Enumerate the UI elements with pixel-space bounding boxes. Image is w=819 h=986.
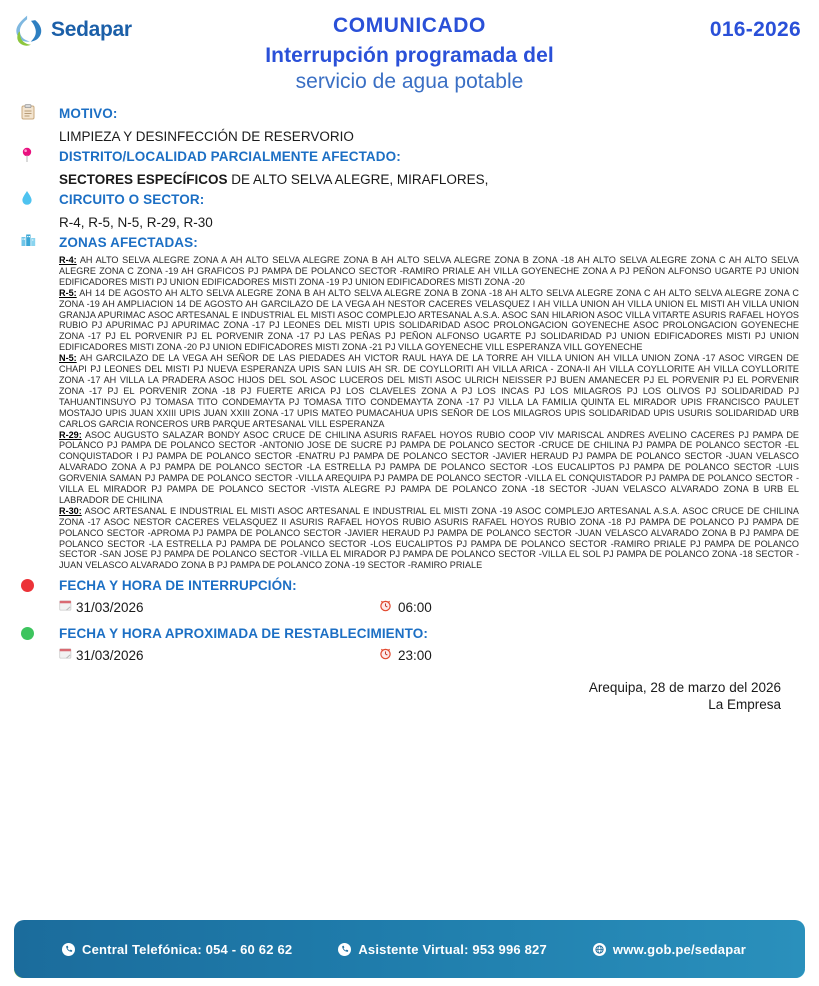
red-dot-icon	[16, 576, 59, 596]
value-distrito-bold: SECTORES ESPECÍFICOS	[59, 172, 228, 187]
clipboard-icon	[16, 104, 59, 126]
document-header	[0, 0, 819, 104]
phone-icon	[338, 943, 351, 956]
zona-code: R-29:	[59, 429, 82, 440]
document-body	[0, 104, 819, 713]
interrupcion-date-group	[59, 597, 379, 619]
phone-icon	[62, 943, 75, 956]
map-pin-icon	[16, 147, 59, 169]
label-motivo: MOTIVO:	[59, 106, 118, 121]
restablecimiento-datetime	[16, 645, 803, 667]
zona-code: N-5:	[59, 353, 77, 364]
footer-virtual-assistant	[338, 942, 547, 957]
footer-phone-text: Central Telefónica: 054 - 60 62 62	[82, 941, 293, 957]
value-distrito	[16, 170, 803, 190]
zona-text: ASOC AUGUSTO SALAZAR BONDY ASOC CRUCE DE CHILINA ASURIS RAFAEL HOYOS RUBIO COOP VIV MARISCAL ANDRES AVELINO CACERES PJ PAMPA DE POLANCO PJ PAMPA DE POLANCO SECTOR -ANTONIO JOSE DE SUCRE PJ PAMPA DE POLANCO SECTOR -CRUCE DE CHILINA PJ PAMPA DE POLANCO SECTOR -EL CONQUISTADOR I PJ PAMPA DE POLANCO SECTOR -ENATRU PJ PAMPA DE POLANCO SECTOR -JAVIER HERAUD PJ PAMPA DE POLANCO SECTOR -JUAN VELASCO ALVARADO ZONA A PJ PAMPA DE POLANCO SECTOR -LA ESTRELLA PJ PAMPA DE POLANCO SECTOR -LOS EUCALIPTOS PJ PAMPA DE POLANCO SECTOR -LUIS GORVENIA SAMAN PJ PAMPA DE POLANCO SECTOR -VILLA AREQUIPA PJ PAMPA DE POLANCO SECTOR -VILLA EL CONQUISTADOR PJ PAMPA DE POLANCO SECTOR -VILLA EL MIRADOR PJ PAMPA DE POLANCO SECTOR -VISTA ALEGRE PJ PAMPA DE POLANCO ZONA -18 SECTOR -JUAN VELASCO ALVARADO ZONA B URB EL LABRADOR DE CHILINA	[59, 429, 799, 505]
footer-phone	[62, 942, 292, 957]
restablecimiento-time: 23:00	[398, 648, 432, 664]
comunicado-number: 016-2026	[709, 18, 801, 41]
restablecimiento-date-group	[59, 645, 379, 667]
label-zonas: ZONAS AFECTADAS:	[59, 235, 198, 250]
zona-item	[59, 353, 799, 429]
zona-text: AH ALTO SELVA ALEGRE ZONA A AH ALTO SELVA ALEGRE ZONA B AH ALTO SELVA ALEGRE ZONA B ZONA -18 AH ALTO SELVA ALEGRE ZONA C AH ALTO SELVA ALEGRE ZONA C ZONA -19 AH GRAFICOS PJ PAMPA DE POLANCO SECTOR -RAMIRO PRIALE AH VILLA GOYENECHE ZONA A PJ PEÑON ALFONSO UGARTE PJ UNION EDIFICADORES MISTI PJ UNION EDIFICADORES MISTI ZONA -19 PJ UNION EDIFICADORES MISTI ZONA -20	[59, 255, 799, 287]
zona-text: AH GARCILAZO DE LA VEGA AH SEÑOR DE LAS PIEDADES AH VICTOR RAUL HAYA DE LA TORRE AH VILLA UNION AH VILLA UNION ZONA -17 ASOC VIRGEN DE CHAPI PJ LEONES DEL MISTI PJ NUEVA ESPERANZA UPIS SAN LUIS AH SR. DE COYLLORITI AH VILLA ARICA - ZONA-II AH VILLA COYLLORITE AH VILLA COYLLORITE ZONA -17 AH VILLA LA PRADERA ASOC HIJOS DEL SOL ASOC LUCEROS DEL MISTI ASOC ULRICH NEISSER PJ BUEN AMANECER PJ EL PORVENIR PJ EL PORVENIR ZONA -17 PJ EL PORVENIR ZONA -18 PJ FUERTE ARICA PJ LOS CLAVELES ZONA A PJ LOS INCAS PJ LOS MILAGROS PJ LOS OLIVOS PJ SOLIDARIDAD PJ TAHUANTINSUYO PJ TOMASA TITO CONDEMAYTA PJ TOMASA TITO CONDEMAYTA ZONA -17 PJ VILLA LA FAMILIA QUINTA EL MIRADOR UPIS FRANCISCO PAULET MOSTAJO UPIS JUAN XXIII UPIS JUAN XXIII ZONA -17 UPIS MATEO PUMACAHUA UPIS SEÑOR DE LOS MILAGROS UPIS SOLIDARIDAD UPIS USURIS SOLIDARIDAD URB CARLOS GARCIA RONCEROS URB PARQUE ARTESANAL VILL ESPERANZA	[59, 353, 799, 429]
logo-wordmark: Sedapar	[51, 18, 132, 41]
zona-code: R-30:	[59, 505, 82, 516]
signature-place-date: Arequipa, 28 de marzo del 2026	[588, 680, 781, 696]
water-drop-icon	[16, 190, 59, 212]
interrupcion-date: 31/03/2026	[76, 600, 144, 616]
zona-text: AH 14 DE AGOSTO AH ALTO SELVA ALEGRE ZONA B AH ALTO SELVA ALEGRE ZONA B ZONA -18 AH ALTO SELVA ALEGRE ZONA C AH ALTO SELVA ALEGRE ZONA C ZONA -19 AH AMPLIACION 14 DE AGOSTO AH GARCILAZO DE LA VEGA AH NESTOR CACERES VELASQUEZ I AH VILLA UNION AH VILLA UNION EL MISTI AH VILLA UNION GRANJA APURIMAC ASOC ARTESANAL E INDUSTRIAL EL MISTI ASOC COMPLEJO ARTESANAL A.S.A. ASOC SAN HILARION ASOC VILLA VITARTE ASURIS RAFAEL HOYOS RUBIO PJ APURIMAC PJ APURIMAC ZONA -17 PJ LEONES DEL MISTI UPIS SOLIDARIDAD ASOC PROLONGACION GOYENECHE ASOC PROLONGACION GOYENECHE ZONA -17 PJ EL PORVENIR PJ EL PORVENIR ZONA -17 PJ LAS PEÑAS PJ PEÑON ALFONSO UGARTE PJ SOLIDARIDAD PJ UNION EDIFICADORES MISTI PJ UNION EDIFICADORES MISTI ZONA -20 PJ UNION EDIFICADORES MISTI ZONA -21 PJ VILLA GOYENECHE VILL ESPERANZA VILL GOYENECHE	[59, 287, 799, 353]
label-distrito: DISTRITO/LOCALIDAD PARCIALMENTE AFECTADO:	[59, 149, 401, 164]
zonas-list	[16, 255, 803, 571]
value-circuito: R-4, R-5, N-5, R-29, R-30	[59, 215, 213, 230]
section-interrupcion	[16, 576, 803, 596]
zona-code: R-4:	[59, 255, 77, 265]
footer-website-text: www.gob.pe/sedapar	[612, 941, 747, 957]
section-distrito	[16, 147, 803, 169]
title-block	[0, 14, 819, 94]
calendar-icon	[59, 597, 72, 619]
footer-virtual-assistant-text: Asistente Virtual: 953 996 827	[358, 941, 547, 957]
footer-website[interactable]	[593, 942, 746, 957]
signature-block	[16, 679, 803, 713]
restablecimiento-date: 31/03/2026	[76, 648, 144, 664]
subtitle-line-1: Interrupción programada del	[265, 44, 554, 67]
zona-item	[59, 288, 799, 353]
label-interrupcion: FECHA Y HORA DE INTERRUPCIÓN:	[59, 578, 297, 594]
signature-signer: La Empresa	[708, 697, 781, 713]
zona-code: R-5:	[59, 287, 77, 298]
value-distrito-rest: DE ALTO SELVA ALEGRE, MIRAFLORES,	[227, 172, 489, 187]
interrupcion-time: 06:00	[398, 600, 432, 616]
footer-bar	[14, 920, 805, 978]
alarm-clock-icon	[379, 597, 392, 619]
restablecimiento-time-group	[379, 645, 432, 667]
green-dot-icon	[16, 624, 59, 644]
subtitle-line-2: servicio de agua potable	[295, 70, 524, 93]
zona-item	[59, 255, 799, 288]
section-circuito	[16, 190, 803, 212]
zona-text: ASOC ARTESANAL E INDUSTRIAL EL MISTI ASOC ARTESANAL E INDUSTRIAL EL MISTI ZONA -19 ASOC COMPLEJO ARTESANAL A.S.A. ASOC CRUCE DE CHILINA ZONA -17 ASOC NESTOR CACERES VELASQUEZ II ASURIS RAFAEL HOYOS RUBIO ASURIS RAFAEL HOYOS RUBIO ZONA -18 PJ PAMPA DE POLANCO PJ PAMPA DE POLANCO SECTOR -APROMA PJ PAMPA DE POLANCO SECTOR -JAVIER HERAUD PJ PAMPA DE POLANCO SECTOR -JUAN VELASCO ALVARADO ZONA B PJ PAMPA DE POLANCO SECTOR -LA ESTRELLA PJ PAMPA DE POLANCO SECTOR -LOS EUCALIPTOS PJ PAMPA DE POLANCO SECTOR -RAMIRO PRIALE PJ PAMPA DE POLANCO SECTOR -SAN JOSE PJ PAMPA DE POLANCO SECTOR -VILLA EL MIRADOR PJ PAMPA DE POLANCO SECTOR -VILLA EL SOL PJ PAMPA DE POLANCO ZONA -18 SECTOR -JUAN VELASCO ALVARADO ZONA B PJ PAMPA DE POLANCO ZONA -19 SECTOR -RAMIRO PRIALE	[59, 505, 799, 571]
section-zonas	[16, 233, 803, 253]
zona-item	[59, 430, 799, 506]
alarm-clock-icon	[379, 645, 392, 667]
zona-item	[59, 506, 799, 571]
interrupcion-datetime	[16, 597, 803, 619]
label-restablecimiento: FECHA Y HORA APROXIMADA DE RESTABLECIMIENTO:	[59, 626, 428, 642]
city-buildings-icon	[16, 233, 59, 253]
value-motivo: LIMPIEZA Y DESINFECCIÓN DE RESERVORIO	[59, 129, 354, 144]
page-title: COMUNICADO	[333, 14, 486, 37]
globe-icon	[593, 943, 606, 956]
interrupcion-time-group	[379, 597, 432, 619]
label-circuito: CIRCUITO O SECTOR:	[59, 192, 205, 207]
section-motivo	[16, 104, 803, 126]
section-restablecimiento	[16, 624, 803, 644]
calendar-icon	[59, 645, 72, 667]
